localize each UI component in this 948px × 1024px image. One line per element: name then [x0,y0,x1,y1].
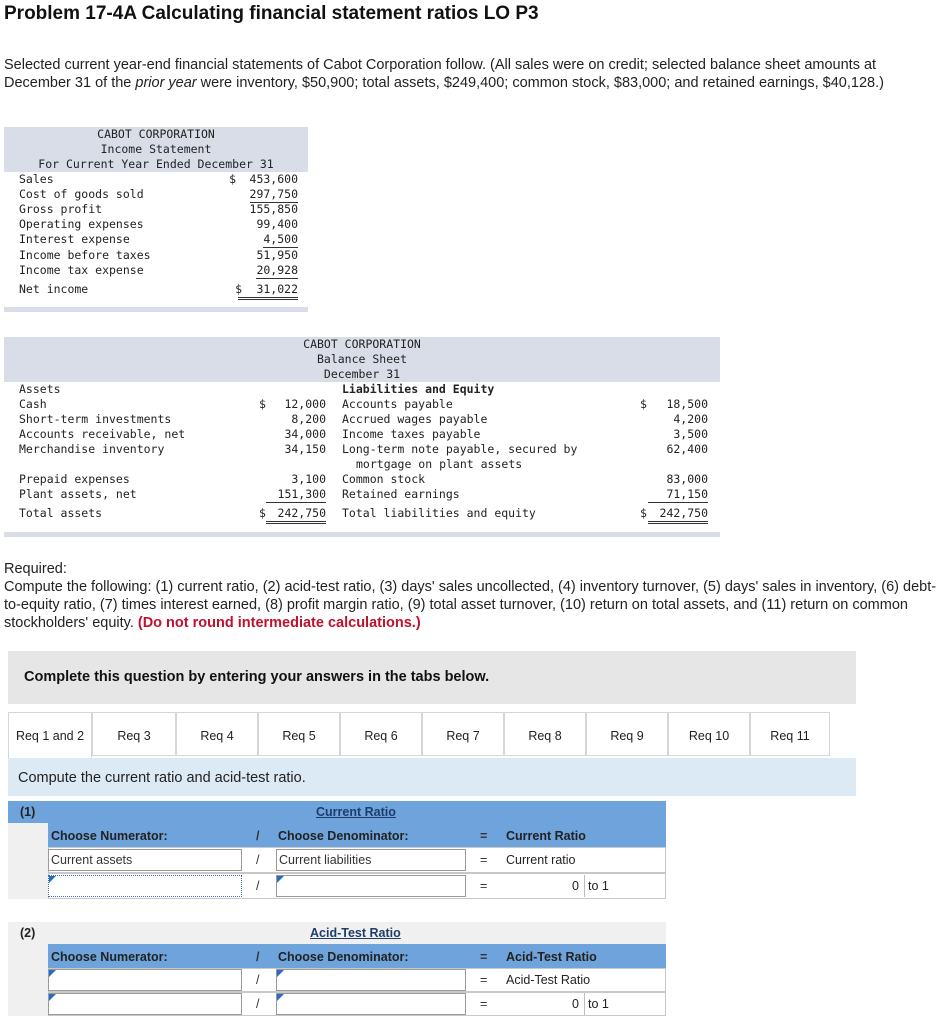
bs-liab-label: Total liabilities and equity [342,506,536,520]
is-row: Income before taxes [19,248,151,262]
current-ratio-title: Current Ratio [316,805,396,819]
bs-liab-label: Accounts payable [342,397,453,411]
bs-liab-label: mortgage on plant assets [356,457,523,471]
bs-liab-value: 62,400 [666,442,708,456]
denominator-select[interactable]: Current liabilities [276,849,466,871]
divide-sign: / [256,997,260,1011]
result-label: Current ratio [506,853,576,867]
bs-asset-value: 151,300 [266,487,326,503]
tab-req-8[interactable]: Req 8 [504,712,586,756]
numerator-select[interactable]: Current assets [48,849,242,871]
bs-asset-label: Prepaid expenses [19,472,130,486]
income-statement [4,127,308,312]
bs-liab-label: Income taxes payable [342,427,481,441]
denominator-input[interactable] [276,993,466,1015]
is-period: For Current Year Ended December 31 [38,157,274,171]
current-ratio-value: 0 [572,879,579,893]
bs-asset-label: Total assets [19,506,103,520]
ratio-suffix: to 1 [588,879,609,893]
is-dollar: $ [229,172,236,186]
bs-dollar: $ [259,506,266,520]
section-number: (1) [20,805,36,819]
is-value: 20,928 [256,263,298,277]
bs-asset-value: 12,000 [284,397,326,411]
is-row: Income tax expense [19,263,144,277]
acid-test-table [8,922,666,1016]
bs-liab-label: Retained earnings [342,487,460,501]
tab-req-3[interactable]: Req 3 [92,712,176,756]
bs-asset-label: Merchandise inventory [19,442,165,456]
value-divider [584,993,585,1015]
bs-name: Balance Sheet [316,352,407,366]
bs-asset-value: 34,150 [284,442,326,456]
equals-sign: = [480,973,488,987]
equals-sign: = [480,829,488,843]
denominator-input[interactable] [276,969,466,991]
is-row: Gross profit [19,202,103,216]
numerator-header: Choose Numerator: [51,950,168,964]
tab-req-6[interactable]: Req 6 [340,712,422,756]
bs-liab-value: 4,200 [673,412,708,426]
is-row: Sales [19,172,54,186]
required-section [4,560,939,632]
dropdown-marker-icon [277,970,284,977]
page-title: Problem 17-4A Calculating financial statement ratios LO P3 [4,3,539,24]
result-label: Acid-Test Ratio [506,973,591,987]
result-header: Current Ratio [506,829,586,843]
tab-req-7[interactable]: Req 7 [422,712,504,756]
panel-instruction: Compute the current ratio and acid-test ratio. [8,758,856,796]
is-value: 297,750 [249,187,298,201]
instruction-banner: Complete this question by entering your answers in the tabs below. [8,651,856,704]
dropdown-marker-icon [277,876,284,883]
tab-req-4[interactable]: Req 4 [176,712,258,756]
equals-sign: = [480,879,488,893]
denominator-header: Choose Denominator: [278,829,409,843]
required-text: Compute the following: (1) current ratio, (2) acid-test ratio, (3) days' sales uncollected, (4) inventory turnover, (5) days' sales in inventory, (6) debt-to-equity ratio, (7) times interest earned, (8) profit margin ratio, (9) total asset turnover, (10) return on total assets, and (11) return on common stockholders' equity. (Do not round intermediate calculations.) [4,579,937,631]
bs-liab-value: 83,000 [666,472,708,486]
is-bottom-bar [4,307,308,312]
is-value: 99,400 [256,217,298,231]
balance-sheet [4,337,720,537]
bs-asset-label: Cash [19,397,47,411]
bs-liab-label: Long-term note payable, secured by [342,442,578,456]
bs-company: CABOT CORPORATION [303,337,421,351]
bs-dollar: $ [640,397,647,411]
numerator-header: Choose Numerator: [51,829,168,843]
section-number: (2) [20,926,36,940]
bs-asset-value: 8,200 [291,412,326,426]
is-row: Interest expense [19,232,130,246]
income-statement-header [4,127,308,172]
divide-sign: / [256,973,260,987]
dropdown-marker-icon [49,876,56,883]
equals-sign: = [480,997,488,1011]
is-value: 453,600 [249,172,298,186]
is-row: Cost of goods sold [19,187,144,201]
bs-liab-value: 3,500 [673,427,708,441]
numerator-input[interactable] [48,993,242,1015]
tab-req-9[interactable]: Req 9 [586,712,668,756]
is-row: Net income [19,282,89,296]
bs-asset-value: 34,000 [284,427,326,441]
is-row: Operating expenses [19,217,144,231]
required-heading: Required: [4,561,67,577]
divide-sign: / [256,829,260,843]
bs-asset-value: 242,750 [266,506,326,524]
dropdown-marker-icon [277,994,284,1001]
row-gutter [8,823,48,899]
dropdown-marker-icon [49,994,56,1001]
bs-liab-header: Liabilities and Equity [342,382,495,396]
denominator-header: Choose Denominator: [278,950,409,964]
bs-liab-label: Common stock [342,472,426,486]
is-company: CABOT CORPORATION [97,127,215,141]
is-value: 4,500 [263,232,298,246]
is-name: Income Statement [100,142,212,156]
is-value: 51,950 [256,248,298,262]
bs-asset-label: Plant assets, net [19,487,137,501]
bs-dollar: $ [640,506,647,520]
bs-asset-label: Accounts receivable, net [19,427,186,441]
bs-date: December 31 [323,367,401,381]
is-value: 31,022 [238,282,298,300]
bs-asset-value: 3,100 [291,472,326,486]
is-dollar: $ [235,282,242,296]
result-header: Acid-Test Ratio [506,950,597,964]
denominator-input[interactable] [276,875,466,897]
equals-sign: = [480,853,488,867]
bs-dollar: $ [259,397,266,411]
is-value: 155,850 [249,202,298,216]
numerator-input[interactable] [48,969,242,991]
tab-req-5[interactable]: Req 5 [258,712,340,756]
acid-test-value: 0 [572,997,579,1011]
bs-liab-value: 18,500 [666,397,708,411]
bs-bottom-bar [4,532,720,537]
row-gutter [8,944,48,1016]
dropdown-marker-icon [49,970,56,977]
numerator-input[interactable] [48,875,242,897]
problem-intro: Selected current year-end financial statements of Cabot Corporation follow. (All sales were on credit; selected balance sheet amounts at December 31 of the prior year were inventory, $50,900; total assets, $249,400; common stock, $83,000; and retained earnings, $40,128.) [4,57,884,91]
bs-assets-header: Assets [19,382,61,396]
acid-test-title: Acid-Test Ratio [310,926,401,940]
bs-asset-label: Short-term investments [19,412,172,426]
divide-sign: / [256,879,260,893]
equals-sign: = [480,950,488,964]
tab-req-10[interactable]: Req 10 [668,712,750,756]
current-ratio-table [8,801,666,899]
ratio-suffix: to 1 [588,997,609,1011]
bs-liab-value: 71,150 [648,487,708,503]
divide-sign: / [256,853,260,867]
divide-sign: / [256,950,260,964]
tab-req-11[interactable]: Req 11 [750,712,830,756]
value-divider [584,875,585,897]
bs-liab-value: 242,750 [648,506,708,524]
tab-req-1-2[interactable]: Req 1 and 2 [8,712,92,760]
bs-liab-label: Accrued wages payable [342,412,488,426]
